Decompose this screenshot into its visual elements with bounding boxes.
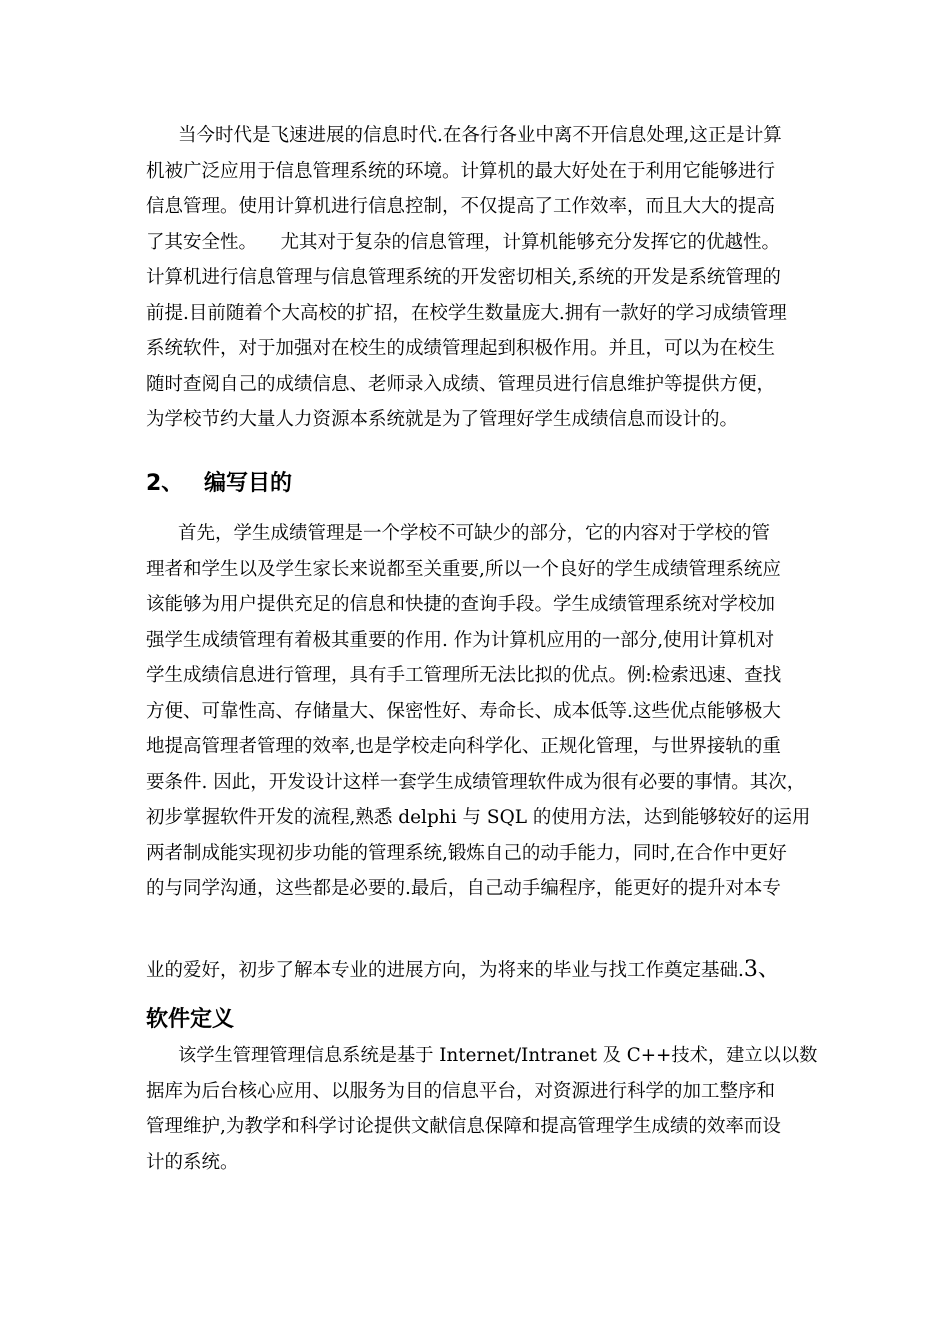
paragraph-line: 了其安全性。 尤其对于复杂的信息管理，计算机能够充分发挥它的优越性。	[146, 231, 781, 253]
paragraph-line: 信息管理。使用计算机进行信息控制，不仅提高了工作效率，而且大大的提高	[146, 196, 776, 217]
section-3-number: 3、	[743, 957, 780, 982]
paragraph-line: 机被广泛应用于信息管理系统的环境。计算机的最大好处在于利用它能够进行	[146, 160, 776, 182]
purpose-paragraph	[146, 516, 818, 907]
paragraph-line: 首先，学生成绩管理是一个学校不可缺少的部分，它的内容对于学校的管	[178, 523, 771, 544]
paragraph-line: 据库为后台核心应用、以服务为目的信息平台，对资源进行科学的加工整序和	[146, 1080, 776, 1102]
paragraph-line: 计算机进行信息管理与信息管理系统的开发密切相关,系统的开发是系统管理的	[146, 267, 781, 288]
paragraph-line: 系统软件，对于加强对在校生的成绩管理起到积极作用。并且，可以为在校生	[146, 338, 776, 359]
paragraph-line: 随时查阅自己的成绩信息、老师录入成绩、管理员进行信息维护等提供方便，	[146, 373, 776, 395]
paragraph-line: 地提高管理者管理的效率,也是学校走向科学化、正规化管理，与世界接轨的重	[146, 736, 781, 757]
section-title: 软件定义	[146, 1007, 235, 1032]
purpose-paragraph-end	[146, 952, 818, 988]
paragraph-line: 为学校节约大量人力资源本系统就是为了管理好学生成绩信息而设计的。	[146, 409, 739, 430]
paragraph-line: 管理维护,为教学和科学讨论提供文献信息保障和提高管理学生成绩的效率而设	[146, 1116, 781, 1137]
section-2-heading	[146, 466, 292, 497]
intro-paragraph	[146, 118, 818, 438]
section-3-heading	[146, 1002, 234, 1033]
section-title: 编写目的	[204, 471, 293, 496]
paragraph-line: 初步掌握软件开发的流程,熟悉 delphi 与 SQL 的使用方法，达到能够较好的运用	[146, 807, 811, 828]
section-number: 2、	[146, 471, 184, 496]
paragraph-line: 前提.目前随着个大高校的扩招，在校学生数量庞大.拥有一款好的学习成绩管理	[146, 302, 787, 324]
paragraph-line: 理者和学生以及学生家长来说都至关重要,所以一个良好的学生成绩管理系统应	[146, 558, 781, 580]
paragraph-line: 两者制成能实现初步功能的管理系统,锻炼自己的动手能力，同时,在合作中更好	[146, 842, 787, 864]
paragraph-line: 方便、可靠性高、存储量大、保密性好、寿命长、成本低等.这些优点能够极大	[146, 700, 781, 722]
paragraph-last-line: 业的爱好，初步了解本专业的进展方向，为将来的毕业与找工作奠定基础.	[146, 960, 744, 981]
paragraph-line: 该能够为用户提供充足的信息和快捷的查询手段。学生成绩管理系统对学校加	[146, 594, 776, 615]
paragraph-line: 计的系统。	[146, 1151, 239, 1173]
paragraph-line: 强学生成绩管理有着极其重要的作用. 作为计算机应用的一部分,使用计算机对	[146, 629, 775, 651]
paragraph-line: 要条件. 因此，开发设计这样一套学生成绩管理软件成为很有必要的事情。其次，	[146, 771, 806, 793]
paragraph-line	[146, 952, 818, 988]
paragraph-line: 学生成绩信息进行管理，具有手工管理所无法比拟的优点。例:检索迅速、查找	[146, 665, 782, 686]
definition-paragraph	[146, 1038, 818, 1180]
paragraph-line: 当今时代是飞速进展的信息时代.在各行各业中离不开信息处理,这正是计算	[178, 125, 782, 146]
paragraph-line: 的与同学沟通，这些都是必要的.最后，自己动手编程序，能更好的提升对本专	[146, 878, 781, 899]
paragraph-line: 该学生管理管理信息系统是基于 Internet/Intranet 及 C++技术，建立以以数	[178, 1045, 818, 1066]
